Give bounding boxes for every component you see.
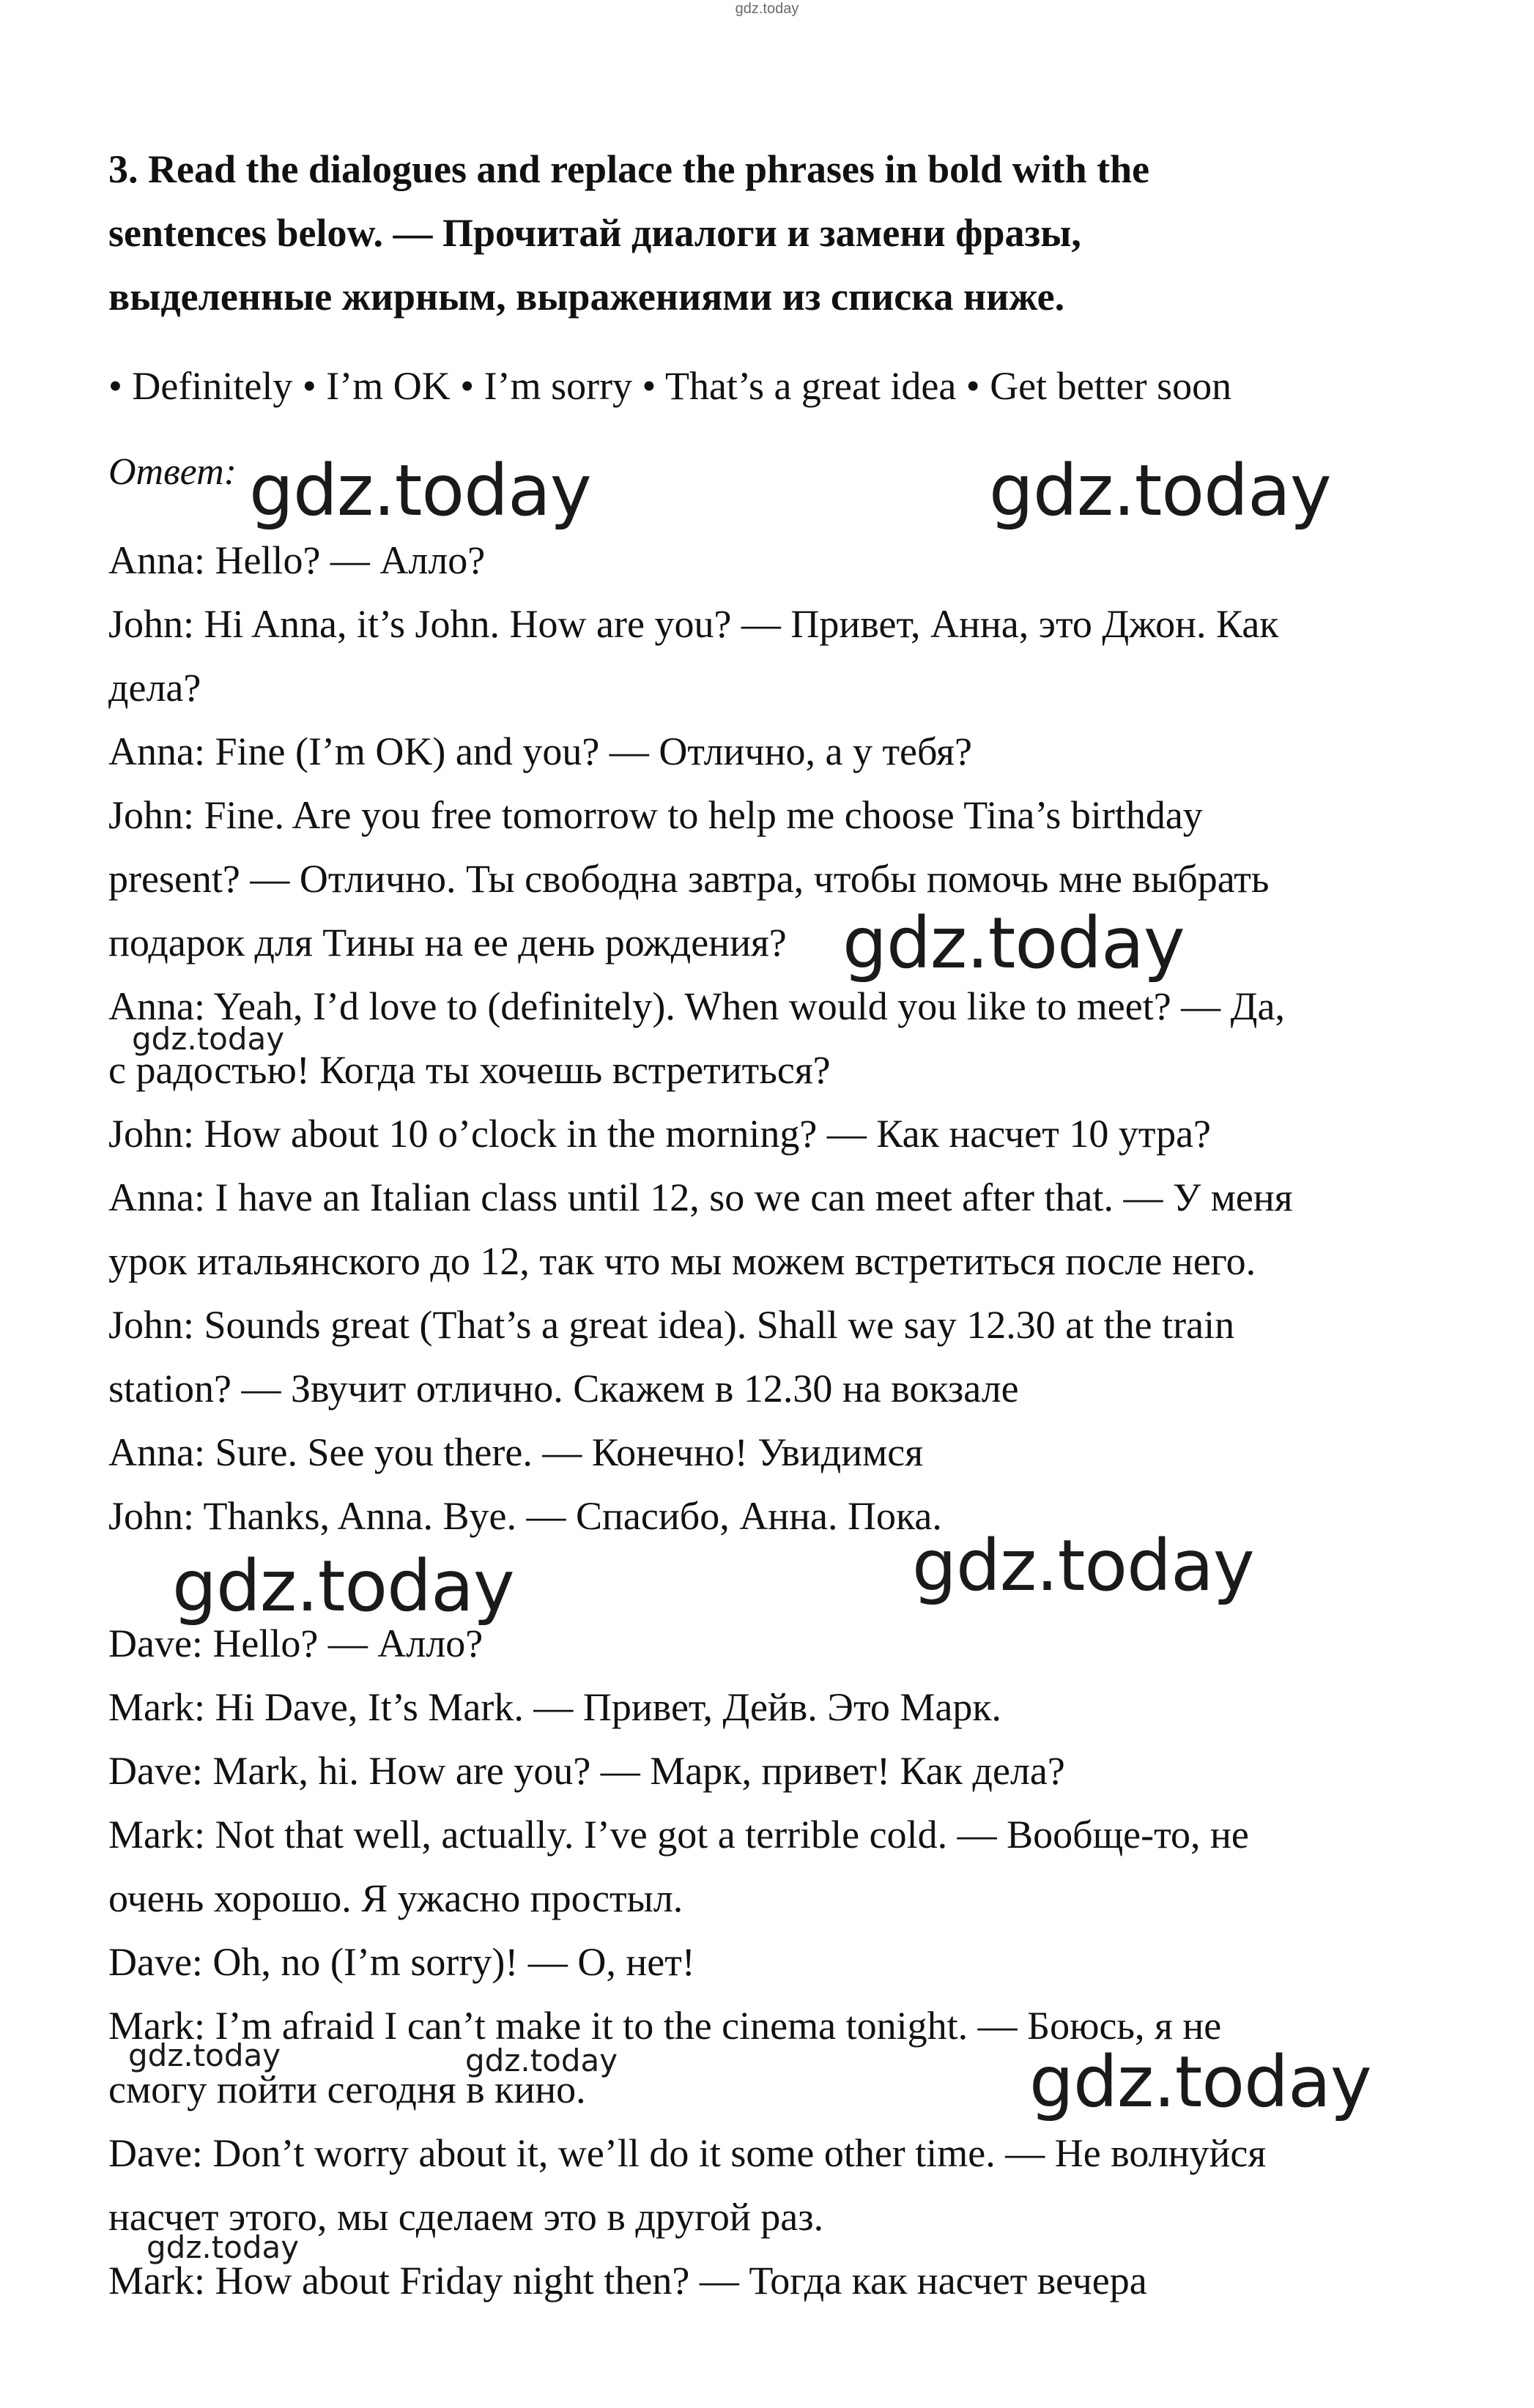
dialogue-line: John: Fine. Are you free tomorrow to help me choose Tina’s birthday	[108, 793, 1203, 837]
dialogue-line: дела?	[108, 666, 201, 710]
watermark: gdz.today	[172, 1545, 514, 1627]
dialogue-line: John: How about 10 o’clock in the morning? — Как насчет 10 утра?	[108, 1112, 1212, 1156]
dialogue-line: Mark: Not that well, actually. I’ve got a terrible cold. — Вообще-то, не	[108, 1813, 1249, 1857]
dialogue-line: очень хорошо. Я ужасно простыл.	[108, 1876, 683, 1920]
dialogue-line: John: Hi Anna, it’s John. How are you? — Привет, Анна, это Джон. Как	[108, 602, 1279, 646]
dialogue-line: station? — Звучит отлично. Скажем в 12.30 на вокзале	[108, 1367, 1019, 1411]
dialogue-line: Dave: Hello? — Алло?	[108, 1621, 483, 1665]
site-watermark-top: gdz.today	[735, 1, 799, 17]
dialogue-line: насчет этого, мы сделаем это в другой раз.	[108, 2195, 824, 2239]
dialogue-line: Anna: Sure. See you there. — Конечно! Увидимся	[108, 1430, 924, 1474]
dialogue-line: present? — Отлично. Ты свободна завтра, чтобы помочь мне выбрать	[108, 857, 1270, 901]
watermark: gdz.today	[465, 2043, 618, 2078]
watermark: gdz.today	[989, 450, 1331, 532]
watermark: gdz.today	[128, 2037, 281, 2073]
dialogue-line: Anna: I have an Italian class until 12, so we can meet after that. — У меня	[108, 1175, 1293, 1219]
watermark: gdz.today	[912, 1525, 1254, 1607]
dialogue-line: Mark: Hi Dave, It’s Mark. — Привет, Дейв. Это Марк.	[108, 1685, 1002, 1729]
dialogue-line: урок итальянского до 12, так что мы можем встретиться после него.	[108, 1239, 1256, 1283]
dialogue-line: Mark: How about Friday night then? — Тогда как насчет вечера	[108, 2259, 1147, 2303]
dialogue-line: Anna: Yeah, I’d love to (definitely). When would you like to meet? — Да,	[108, 984, 1285, 1028]
dialogue-line: Anna: Fine (I’m OK) and you? — Отлично, а у тебя?	[108, 729, 972, 773]
dialogue-line: John: Thanks, Anna. Bye. — Спасибо, Анна. Пока.	[108, 1494, 942, 1538]
dialogue-line: с радостью! Когда ты хочешь встретиться?	[108, 1048, 831, 1092]
task-title-line: sentences below. — Прочитай диалоги и замени фразы,	[108, 211, 1081, 255]
dialogue-line: Dave: Don’t worry about it, we’ll do it some other time. — Не волнуйся	[108, 2131, 1267, 2175]
answer-label: Ответ:	[108, 451, 237, 493]
dialogue-line: Anna: Hello? — Алло?	[108, 538, 486, 582]
dialogue-line: Dave: Oh, no (I’m sorry)! — О, нет!	[108, 1940, 695, 1984]
task-title-line: 3. Read the dialogues and replace the phrases in bold with the	[108, 147, 1150, 191]
dialogue-line: Dave: Mark, hi. How are you? — Марк, привет! Как дела?	[108, 1749, 1065, 1793]
phrase-options: • Definitely • I’m OK • I’m sorry • That’s a great idea • Get better soon	[108, 364, 1232, 408]
dialogue-line: Mark: I’m afraid I can’t make it to the cinema tonight. — Боюсь, я не	[108, 2004, 1222, 2048]
dialogue-line: подарок для Тины на ее день рождения?	[108, 921, 787, 965]
watermark: gdz.today	[842, 902, 1185, 984]
watermark: gdz.today	[132, 1021, 285, 1057]
watermark: gdz.today	[1029, 2041, 1371, 2123]
watermark: gdz.today	[147, 2229, 300, 2265]
task-title	[108, 138, 1442, 329]
dialogue-line: John: Sounds great (That’s a great idea). Shall we say 12.30 at the train	[108, 1303, 1235, 1347]
watermark: gdz.today	[249, 450, 591, 532]
dialogue-line: смогу пойти сегодня в кино.	[108, 2067, 586, 2111]
task-title-line: выделенные жирным, выражениями из списка ниже.	[108, 275, 1065, 319]
